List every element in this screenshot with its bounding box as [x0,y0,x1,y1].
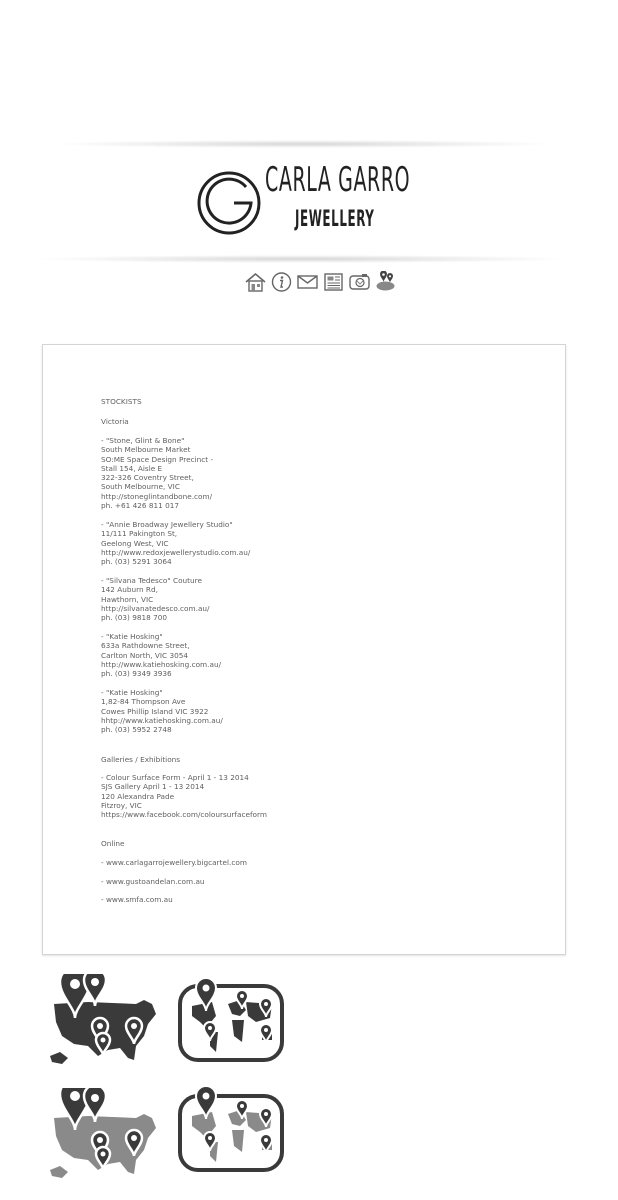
brand-subtitle: JEWELLERY [295,207,375,232]
stockist-link[interactable]: http://stoneglintandbone.com/ [101,491,213,501]
news-icon [322,271,345,293]
nav-news-button[interactable] [322,271,345,293]
region-heading: Victoria [101,417,129,426]
world-map-pins-icon [176,1086,286,1174]
stockist-entry: - "Annie Broadway Jewellery Studio" 11/111 Pakington St, Geelong West, VIC http://www.redoxjewellerystudio.com.au/ ph. (03) 5291 3064 [101,520,251,567]
home-icon [244,271,267,293]
stockist-link[interactable]: hhtp://www.katiehosking.com.au/ [101,715,223,725]
stockist-link[interactable]: http://silvanatedesco.com.au/ [101,603,210,613]
stockist-entry: - "Katie Hosking" 1,82-84 Thompson Ave Cowes Phillip Island VIC 3922 hhtp://www.katiehosking.com.au/ ph. (03) 5952 2748 [101,688,223,735]
nav-stockists-button[interactable] [374,271,397,293]
online-link[interactable]: - www.gustoandelan.com.au [101,877,205,886]
exhibition-entry: - Colour Surface Form - April 1 - 13 2014 SJS Gallery April 1 - 13 2014 120 Alexandra Pade Fitzroy, VIC https://www.facebook.com/coloursurfaceform [101,773,267,820]
nav-info-button[interactable] [270,271,293,293]
main-nav [244,271,397,293]
stockists-panel [42,344,566,955]
logo-monogram-icon [196,170,262,236]
header-divider-bottom [40,255,565,263]
mail-icon [296,271,319,293]
brand-title: CARLA GARRO [265,160,411,200]
nav-contact-button[interactable] [296,271,319,293]
stockist-entry: - "Stone, Glint & Bone" South Melbourne Market SO:ME Space Design Precinct - Stall 154, Aisle E 322-326 Coventry Street, South Melbourne, VIC http://stoneglintandbone.com/ ph. +61 426 811 017 [101,436,214,511]
online-link[interactable]: - www.carlagarrojewellery.bigcartel.com [101,858,247,867]
stockist-entry: - "Katie Hosking" 633a Rathdowne Street, Carlton North, VIC 3054 http://www.katiehosking.com.au/ ph. (03) 9349 3936 [101,632,222,679]
info-icon [270,271,293,293]
online-heading: Online [101,839,125,848]
stockists-icon [374,271,397,293]
online-link[interactable]: - www.smfa.com.au [101,895,173,904]
page-title: STOCKISTS [101,397,142,406]
exhibition-link[interactable]: https://www.facebook.com/coloursurfaceform [101,810,267,820]
nav-home-button[interactable] [244,271,267,293]
stockist-link[interactable]: http://www.katiehosking.com.au/ [101,659,222,669]
usa-map-pins-icon [48,1088,160,1180]
header-divider-top [55,140,550,148]
galleries-heading: Galleries / Exhibitions [101,755,181,764]
stockist-link[interactable]: http://www.redoxjewellerystudio.com.au/ [101,547,251,557]
stockist-entry: - "Silvana Tedesco" Couture 142 Auburn Rd, Hawthorn, VIC http://silvanatedesco.com.au/ ph. (03) 9818 700 [101,576,210,623]
nav-gallery-button[interactable] [348,271,371,293]
gallery-icon [348,271,371,293]
usa-map-pins-icon [48,974,160,1066]
world-map-pins-icon [176,976,286,1064]
